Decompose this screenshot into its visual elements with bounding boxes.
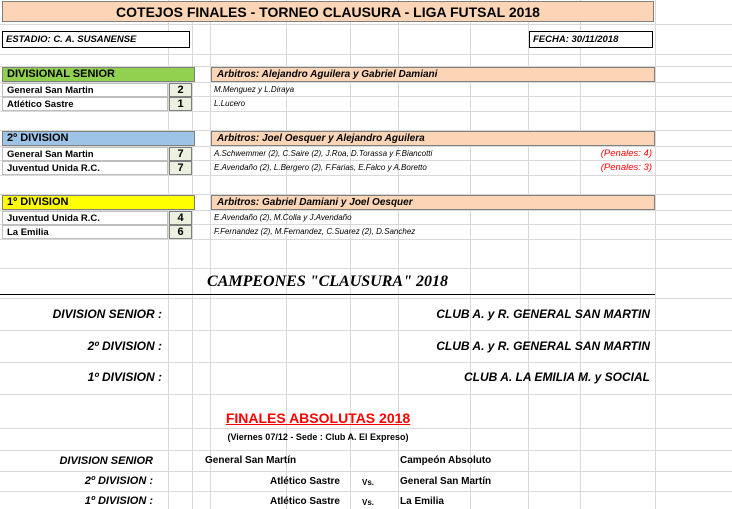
final-label-div2: 2º DIVISION : — [84, 475, 153, 487]
team-senior-1: General San Martin — [2, 83, 168, 97]
scorers-div1-1: E.Avendaño (2), M.Colla y J.Avendaño — [214, 213, 352, 222]
score-senior-2: 1 — [169, 97, 192, 111]
score-div1-2: 6 — [169, 225, 192, 239]
score-senior-1: 2 — [169, 83, 192, 97]
division-header-1: 1º DIVISION — [2, 195, 195, 210]
team-div2-1: General San Martin — [2, 147, 168, 161]
scorers-senior-2: L.Lucero — [214, 99, 246, 108]
champion-club-div2: CLUB A. y R. GENERAL SAN MARTIN — [436, 339, 650, 353]
referees-2: Arbitros: Joel Oesquer y Alejandro Aguilera — [211, 131, 655, 146]
score-div1-1: 4 — [169, 211, 192, 225]
final-away-div2: General San Martín — [400, 476, 492, 487]
champions-title: CAMPEONES "CLAUSURA" 2018 — [207, 273, 448, 290]
final-vs-div2: Vs. — [362, 478, 375, 487]
final-away-div1: La Emilia — [400, 496, 444, 507]
final-label-div1: 1º DIVISION : — [84, 495, 153, 507]
division-header-2: 2º DIVISION — [2, 131, 195, 146]
team-senior-2: Atlético Sastre — [2, 97, 168, 111]
finals-title: FINALES ABSOLUTAS 2018 — [225, 410, 411, 426]
score-div2-1: 7 — [169, 147, 192, 161]
champion-club-senior: CLUB A. y R. GENERAL SAN MARTIN — [436, 307, 650, 321]
final-home-div2: Atlético Sastre — [269, 476, 340, 487]
team-div1-1: Juventud Unida R.C. — [2, 211, 168, 225]
champion-label-senior: DIVISION SENIOR : — [52, 307, 162, 321]
champion-club-div1: CLUB A. LA EMILIA M. y SOCIAL — [464, 370, 650, 384]
final-away-senior: Campeón Absoluto — [400, 455, 492, 466]
division-header-senior: DIVISIONAL SENIOR — [2, 67, 195, 82]
finals-subtitle: (Viernes 07/12 - Sede : Club A. El Expreso) — [227, 432, 409, 442]
team-div1-2: La Emilia — [2, 225, 168, 239]
final-home-senior: General San Martín — [205, 455, 297, 466]
referees-senior: Arbitros: Alejandro Aguilera y Gabriel Damiani — [211, 67, 655, 82]
score-div2-2: 7 — [169, 161, 192, 175]
scorers-div2-2: E.Avendaño (2), L.Bergero (2), F.Farias, E.Falco y A.Boretto — [214, 163, 427, 172]
final-home-div1: Atlético Sastre — [269, 496, 340, 507]
penalties-div2-1: (Penales: 4) — [600, 148, 652, 159]
stadium-label: ESTADIO: C. A. SUSANENSE — [2, 31, 190, 48]
page-title: COTEJOS FINALES - TORNEO CLAUSURA - LIGA FUTSAL 2018 — [2, 1, 654, 22]
final-label-senior: DIVISION SENIOR — [59, 455, 153, 467]
scorers-senior-1: M.Menguez y L.Diraya — [214, 85, 295, 94]
scorers-div1-2: F.Fernandez (2), M.Fernandez, C.Suarez (2), D.Sanchez — [214, 227, 416, 236]
referees-1: Arbitros: Gabriel Damiani y Joel Oesquer — [211, 195, 655, 210]
team-div2-2: Juventud Unida R.C. — [2, 161, 168, 175]
champion-label-div1: 1º DIVISION : — [87, 370, 162, 384]
date-label: FECHA: 30/11/2018 — [529, 31, 653, 48]
penalties-div2-2: (Penales: 3) — [600, 162, 652, 173]
final-vs-div1: Vs. — [362, 498, 375, 507]
scorers-div2-1: A.Schwemmer (2), C.Saire (2), J.Roa, D.Torassa y F.Biancotti — [214, 149, 433, 158]
champion-label-div2: 2º DIVISION : — [87, 339, 162, 353]
